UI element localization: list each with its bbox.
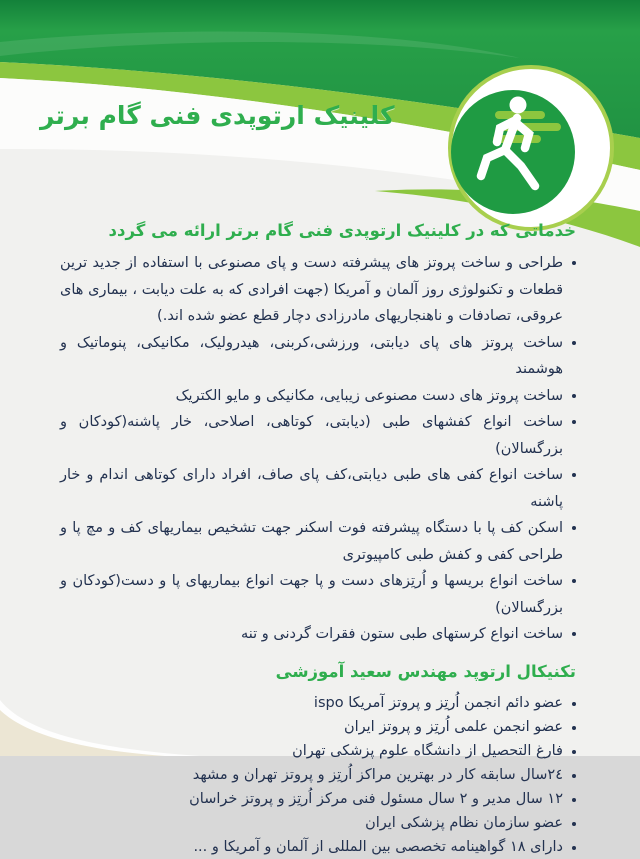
running-man-badge-icon (445, 62, 617, 234)
list-item: ساخت پروتز های پای دیابتی، ورزشی،کربنی، هیدرولیک، مکانیکی، پنوماتیک و هوشمند (60, 330, 576, 383)
list-item: ساخت انواع بریسها و اُرتِزهای دست و پا جهت انواع بیماریهای پا و دست(کودکان و بزرگسالان) (60, 568, 576, 621)
list-item: ساخت پروتز های دست مصنوعی زیبایی، مکانیکی و مایو الکتریک (60, 383, 576, 410)
list-item: ساخت انواع کفشهای طبی (دیابتی، کوتاهی، اصلاحی، خار پاشنه(کودکان و بزرگسالان) (60, 409, 576, 462)
bullet-dot (572, 798, 576, 802)
content-area (60, 219, 576, 859)
bullet-dot (572, 632, 576, 636)
services-heading: خدماتی که در کلینیک ارتوپدی فنی گام برتر ارائه می گردد (108, 221, 576, 240)
bullet-dot (572, 702, 576, 706)
list-item: ۱۲ سال مدیر و ۲ سال مسئول فنی مرکز اُرتِز و پروتز خراسان (60, 787, 576, 811)
bullet-dot (572, 341, 576, 345)
bullet-dot (572, 261, 576, 265)
list-item: ۲٤سال سابقه کار در بهترین مراکز اُرتِز و پروتز تهران و مشهد (60, 763, 576, 787)
brand-title: کلینیک ارتوپدی فنی گام برتر (40, 101, 395, 130)
bullet-dot (572, 420, 576, 424)
bullet-dot (572, 846, 576, 850)
list-item: ساخت انواع کرستهای طبی ستون فقرات گردنی و تنه (60, 621, 576, 648)
list-item: طراحی و ساخت پروتز های پیشرفته دست و پای مصنوعی با استفاده از جدید ترین قطعات و تکنولوژی روز آلمان و آمریکا (جهت افرادی که به علت دیابت ، بیماری های عروقی، تصادفات و ناهنجاریهای مادرزادی دچار قطع عضو شده اند.) (60, 250, 576, 330)
bullet-dot (572, 473, 576, 477)
list-item: ساخت انواع کفی های طبی دیابتی،کف پای صاف، افراد دارای کوتاهی اندام و خار پاشنه (60, 462, 576, 515)
list-item: عضو سازمان نظام پزشکی ایران (60, 811, 576, 835)
services-list (60, 250, 576, 648)
bullet-dot (572, 394, 576, 398)
bullet-dot (572, 579, 576, 583)
bullet-dot (572, 822, 576, 826)
list-item: عضو انجمن علمی اُرتِز و پروتز ایران (60, 715, 576, 739)
list-item: عضو دائم انجمن اُرتِز و پروتز آمریکا ispo (60, 691, 576, 715)
bullet-dot (572, 750, 576, 754)
bullet-dot (572, 726, 576, 730)
list-item: اسکن کف پا با دستگاه پیشرفته فوت اسکنر جهت تشخیص بیماریهای کف و مچ پا و طراحی کفی و کفش طبی کامپیوتری (60, 515, 576, 568)
list-item: فارغ التحصیل از دانشگاه علوم پزشکی تهران (60, 739, 576, 763)
bullet-dot (572, 526, 576, 530)
bullet-dot (572, 774, 576, 778)
list-item: دارای ۱۸ گواهینامه تخصصی بین المللی از آلمان و آمریکا و ... (60, 835, 576, 859)
specialist-heading: تکنیکال ارتوپد مهندس سعید آموزشی (275, 661, 576, 681)
services-section (60, 219, 576, 648)
corner-swoosh-art (0, 686, 200, 756)
